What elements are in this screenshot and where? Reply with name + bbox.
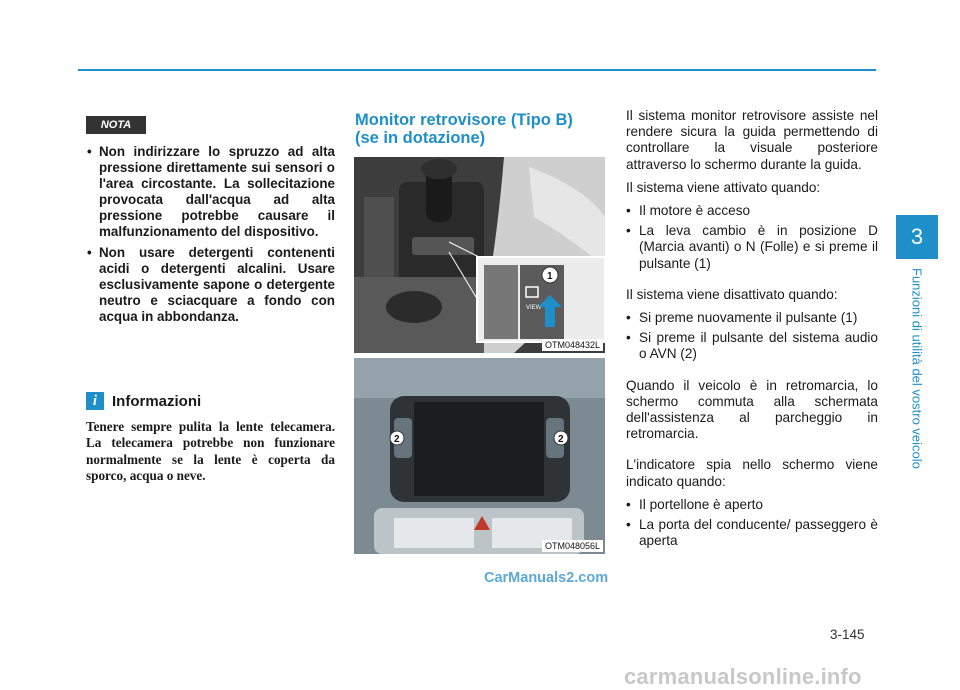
indicator-list	[626, 497, 878, 550]
side-title-text: Funzioni di utilità del vostro veicolo	[909, 268, 925, 469]
figure-console-button	[354, 157, 605, 353]
footer-watermark[interactable]: carmanualsonline.info	[624, 664, 862, 689]
activated-title: Il sistema viene attivato quando:	[626, 179, 821, 195]
nota-list	[78, 144, 335, 330]
info-title: Informazioni	[112, 392, 202, 410]
figure-code: OTM048056L	[542, 540, 603, 552]
list-item: • La porta del conducente/ passeggero è aperta	[626, 517, 878, 549]
list-item: • Il portellone è aperto	[626, 497, 878, 513]
callout-1: 1	[547, 271, 553, 282]
figure-audio-display	[354, 358, 605, 554]
nota-item: • Non usare detergenti contenenti acidi o detergenti alcalini. Usare esclusivamente sapone o detergente neutro e sciacquare a fondo con acqua in abbondanza.	[78, 245, 335, 325]
intro-paragraph: Il sistema monitor retrovisore assiste nel rendere sicura la guida permettendo di controllare la visuale posteriore attraverso lo schermo durante la guida.	[626, 108, 878, 172]
section-title-line2: (se in dotazione)	[355, 129, 486, 147]
callout-2-left: 2	[394, 434, 400, 445]
body-text	[626, 108, 878, 556]
indicator-title: L'indicatore spia nello schermo viene indicato quando:	[626, 457, 878, 489]
page-number: 3-145	[830, 627, 865, 642]
nota-badge: NOTA	[86, 116, 146, 134]
section-title-line1: Monitor retrovisore (Tipo B)	[355, 111, 573, 129]
activated-list	[626, 203, 878, 272]
section-title	[355, 111, 605, 147]
list-item: • Si preme nuovamente il pulsante (1)	[626, 310, 878, 326]
list-item: • Si preme il pulsante del sistema audio o AVN (2)	[626, 330, 878, 362]
info-body: Tenere sempre pulita la lente telecamera. La telecamera potrebbe non funzionare normalmente se la lente è coperta da sporco, acqua o neve.	[86, 419, 335, 483]
chapter-number: 3	[910, 224, 924, 249]
list-item: • Il motore è acceso	[626, 203, 878, 219]
info-icon: i	[86, 392, 104, 410]
deactivated-title: Il sistema viene disattivato quando:	[626, 286, 838, 302]
info-heading	[86, 392, 201, 410]
dashboard-illustration	[354, 358, 605, 554]
figure-code: OTM048432L	[542, 339, 603, 351]
console-illustration	[354, 157, 605, 353]
chapter-tab	[896, 215, 938, 259]
top-rule	[78, 69, 876, 71]
site-watermark[interactable]: CarManuals2.com	[484, 570, 609, 586]
list-item: • La leva cambio è in posizione D (Marcia avanti) o N (Folle) e si preme il pulsante (1)	[626, 223, 878, 272]
reverse-paragraph: Quando il veicolo è in retromarcia, lo schermo commuta alla schermata dell'assistenza al parcheggio in retromarcia.	[626, 377, 878, 442]
callout-2-right: 2	[558, 434, 564, 445]
nota-item: • Non indirizzare lo spruzzo ad alta pressione direttamente sui sensori o l'area circostante. La sollecitazione provocata dall'acqua ad alta pressione potrebbe causare il malfunzionamento del dispositivo.	[78, 144, 335, 240]
view-button-label: VIEW	[526, 305, 542, 311]
side-chapter-title	[906, 268, 928, 498]
deactivated-list	[626, 310, 878, 363]
